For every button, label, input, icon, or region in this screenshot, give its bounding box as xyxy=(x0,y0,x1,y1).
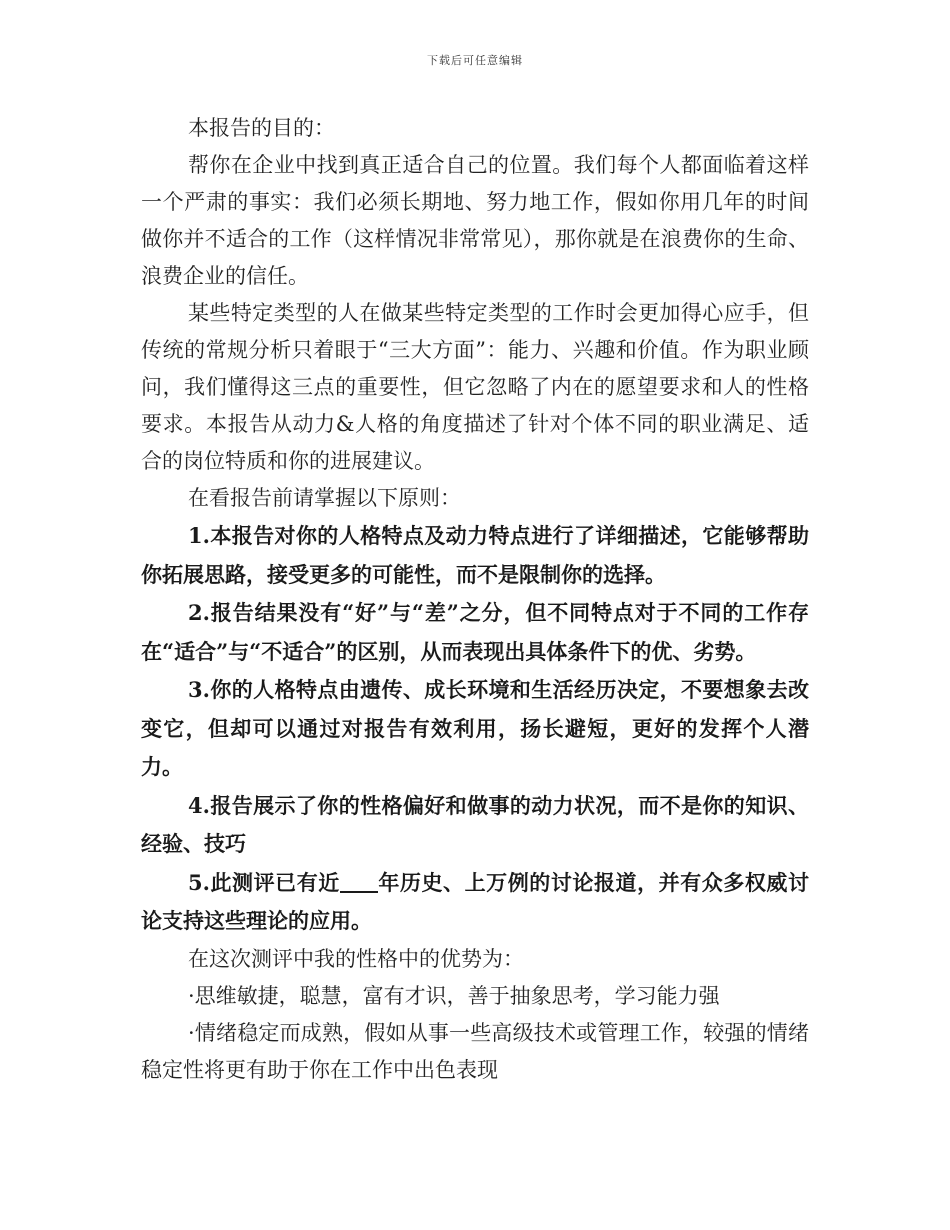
document-body xyxy=(141,110,809,1089)
principle-item-5 xyxy=(141,864,809,941)
principle-item-3: 3.你的人格特点由遗传、成长环境和生活经历决定，不要想象去改变它，但却可以通过对报告有效利用，扬长避短，更好的发挥个人潜力。 xyxy=(141,677,809,779)
principle-5-prefix: 5.此测评已有近 xyxy=(188,869,340,895)
intro-paragraph-2: 某些特定类型的人在做某些特定类型的工作时会更加得心应手，但传统的常规分析只着眼于“三大方面”：能力、兴趣和价值。作为职业顾问，我们懂得这三点的重要性，但它忽略了内在的愿望要求和人的性格要求。本报告从动力&人格的角度描述了针对个体不同的职业满足、适合的岗位特质和你的进展建议。 xyxy=(141,301,809,473)
principle-item-1: 1.本报告对你的人格特点及动力特点进行了详细描述，它能够帮助你拓展思路，接受更多的可能性，而不是限制你的选择。 xyxy=(141,523,809,587)
strength-item-2: ·情绪稳定而成熟，假如从事一些高级技术或管理工作，较强的情绪稳定性将更有助于你在工作中出色表现 xyxy=(141,1020,809,1082)
purpose-heading: 本报告的目的： xyxy=(188,116,335,140)
principle-item-4: 4.报告展示了你的性格偏好和做事的动力状况，而不是你的知识、经验、技巧 xyxy=(141,792,809,856)
strengths-heading: 在这次测评中我的性格中的优势为： xyxy=(188,946,524,971)
principles-heading: 在看报告前请掌握以下原则： xyxy=(188,486,461,510)
principle-item-2: 2.报告结果没有“好”与“差”之分，但不同特点对于不同的工作存在“适合”与“不适合”的区别，从而表现出具体条件下的优、劣势。 xyxy=(141,600,809,664)
intro-paragraph-1: 帮你在企业中找到真正适合自己的位置。我们每个人都面临着这样一个严肃的事实：我们必须长期地、努力地工作，假如你用几年的时间做你并不适合的工作（这样情况非常常见），那你就是在浪费你的生命、浪费企业的信任。 xyxy=(141,153,809,288)
strength-item-1: ·思维敏捷，聪慧，富有才识，善于抽象思考，学习能力强 xyxy=(188,983,720,1008)
page-header: 下载后可任意编辑 xyxy=(427,54,523,67)
fill-in-blank xyxy=(340,870,378,893)
principle-5-suffix: 年历史、上万例的讨论报道，并有众多权威讨论支持这些理论的应用。 xyxy=(141,869,809,933)
